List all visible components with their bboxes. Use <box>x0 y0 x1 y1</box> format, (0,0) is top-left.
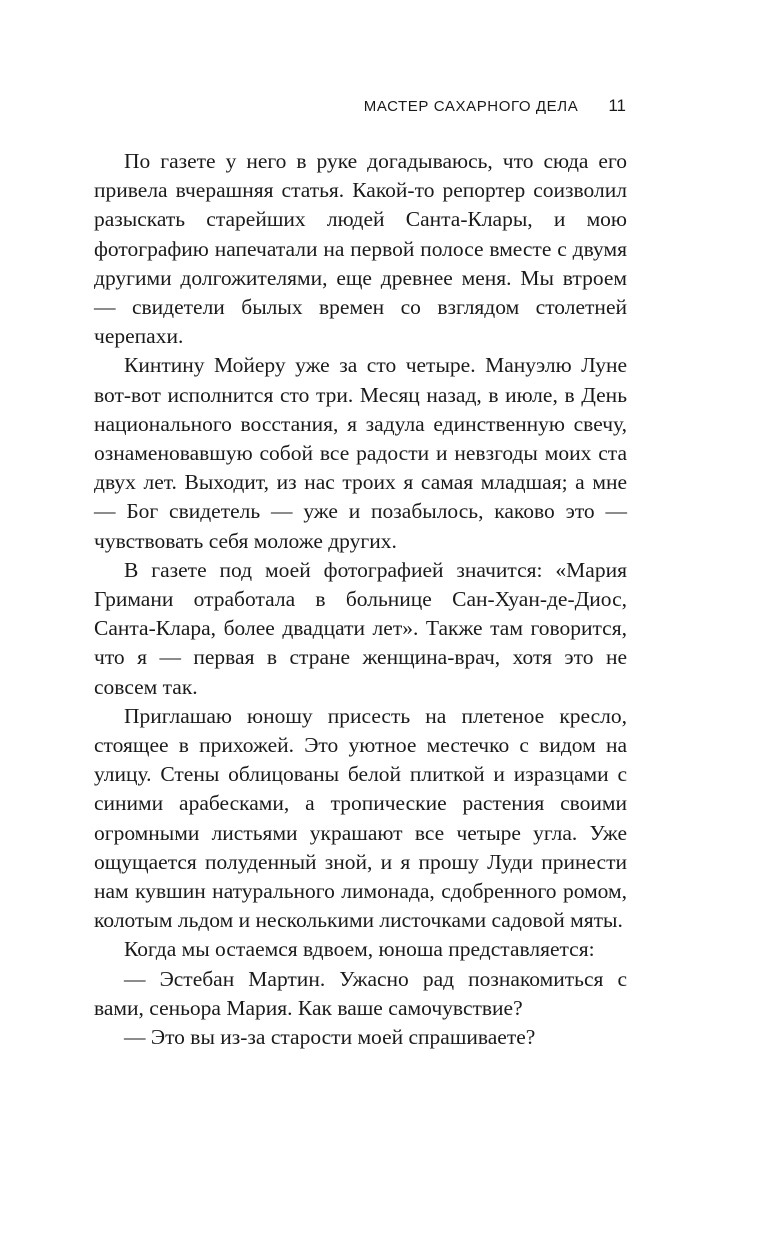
page-number: 11 <box>608 96 626 115</box>
paragraph: Кинтину Мойеру уже за сто четыре. Мануэлю Луне вот-вот исполнится сто три. Месяц назад, в июле, в День национального восстания, я задула единственную свечу, ознаменовавшую собой все радости и невзгоды моих ста двух лет. Выходит, из нас троих я самая младшая; а мне — Бог свидетель — уже и позабылось, каково это — чувствовать себя моложе других. <box>94 353 627 553</box>
paragraph: По газете у него в руке догадываюсь, что сюда его привела вчерашняя статья. Какой-то репортер соизволил разыскать старейших людей Санта-Клары, и мою фотографию напечатали на первой полосе вместе с двумя другими долгожителями, еще древнее меня. Мы втроем — свидетели былых времен со взглядом столетней черепахи. <box>94 149 627 349</box>
paragraph: Приглашаю юношу присесть на плетеное кресло, стоящее в прихожей. Это уютное местечко с видом на улицу. Стены облицованы белой плиткой и изразцами с синими арабесками, а тропические растения своими огромными листьями украшают все четыре угла. Уже ощущается полуденный зной, и я прошу Луди принести нам кувшин натурального лимонада, сдобренного ромом, колотым льдом и несколькими листочками садовой мяты. <box>94 703 627 933</box>
paragraph: В газете под моей фотографией значится: «Мария Гримани отработала в больнице Сан-Хуан-де-Диос, Санта-Клара, более двадцати лет». Также там говорится, что я — первая в стране женщина-врач, хотя это не совсем так. <box>94 557 627 699</box>
running-header <box>96 94 626 118</box>
paragraph: Когда мы остаемся вдвоем, юноша представляется: <box>124 937 595 962</box>
dialogue-line: — Это вы из-за старости моей спрашиваете? <box>124 1025 536 1050</box>
running-title: МАСТЕР САХАРНОГО ДЕЛА <box>363 97 579 115</box>
body-text <box>94 147 627 1052</box>
dialogue-line: — Эстебан Мартин. Ужасно рад познакомиться с вами, сеньора Мария. Как ваше самочувствие? <box>94 966 627 1020</box>
